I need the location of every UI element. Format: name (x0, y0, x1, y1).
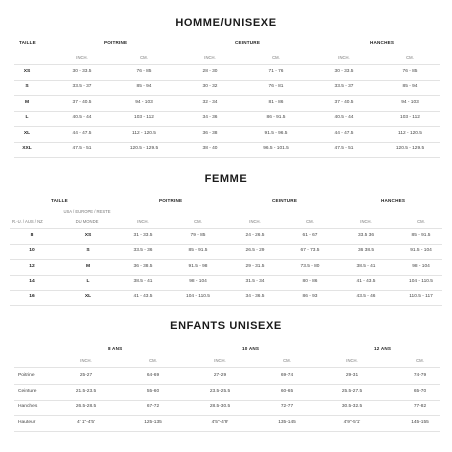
femme-cell: 85 - 91.5 (411, 233, 431, 238)
femme-cell: 36 - 38.5 (133, 263, 153, 269)
femme-cell: 43.5 - 46 (356, 294, 376, 300)
homme-cell: 33.5 - 37 (334, 84, 354, 90)
homme-row-divider (14, 80, 440, 81)
homme-size-label: XXL (22, 146, 32, 151)
enfants-cell: 65-70 (413, 388, 427, 394)
femme-cell: 38.5 - 41 (356, 263, 376, 269)
femme-unit-header: INCH. (137, 219, 149, 224)
homme-cell: 37 - 40.5 (334, 99, 354, 105)
homme-cell: 30 - 33.5 (72, 69, 92, 74)
homme-cell: 94 - 103 (401, 99, 419, 105)
femme-usa-size: L (86, 278, 90, 284)
homme-cell: 28 - 30 (202, 69, 218, 74)
enfants-cell: 60-65 (280, 388, 294, 394)
enfants-row-label: Hanches (18, 404, 38, 409)
femme-unit-header: INCH. (360, 219, 372, 224)
homme-size-label: XL (23, 130, 31, 136)
homme-group-hanches: HANCHES (370, 40, 395, 45)
enfants-cell: 4'9"-5'1' (343, 419, 361, 425)
femme-cell: 91.5 - 98 (188, 263, 208, 269)
enfants-cell: 74-79 (413, 373, 427, 378)
enfants-cell: 25.5-27.5 (341, 388, 363, 394)
enfants-cell: 145-155 (411, 419, 429, 425)
femme-unit-header: INCH. (249, 219, 261, 224)
enfants-title: ENFANTS UNISEXE (170, 320, 282, 332)
femme-usa-header-2: DU MONDE (75, 219, 99, 224)
femme-usa-size: XL (84, 294, 92, 300)
homme-cell: 47.5 - 51 (72, 146, 92, 151)
femme-cell: 26.5 - 29 (245, 248, 265, 254)
homme-group-poitrine: POITRINE (104, 40, 128, 45)
enfants-cell: 55-60 (146, 388, 160, 394)
femme-cell: 80 - 86 (302, 278, 318, 284)
femme-usa-size: XS (84, 233, 92, 238)
homme-cell: 94 - 103 (135, 99, 153, 105)
homme-cell: 112 - 120.5 (398, 130, 422, 136)
femme-group-poitrine: POITRINE (159, 198, 183, 203)
femme-cell: 85 - 91.5 (188, 248, 208, 254)
homme-cell: 120.5 - 129.5 (395, 146, 425, 151)
femme-unit-header: CM. (306, 219, 314, 224)
femme-header-divider (10, 228, 442, 229)
homme-cell: 85 - 94 (136, 84, 152, 90)
enfants-cell: 125-135 (144, 419, 162, 425)
enfants-cell: 29-31 (345, 373, 359, 378)
enfants-group-8: 8 ANS (108, 346, 123, 351)
homme-cell: 112 - 120.5 (132, 130, 156, 136)
femme-cell: 33.5 36 (357, 233, 374, 238)
homme-cell: 33.5 - 37 (72, 84, 92, 90)
femme-title: FEMME (204, 173, 248, 185)
homme-cell: 40.5 - 44 (72, 115, 92, 121)
homme-row-divider (14, 111, 440, 112)
homme-cell: 37 - 40.5 (72, 99, 92, 105)
homme-cell: 34 - 36 (202, 115, 218, 121)
enfants-cell: 21.5-23.5 (75, 388, 97, 394)
enfants-unit-header: CM. (149, 358, 157, 363)
femme-cell: 98 - 104 (189, 278, 207, 284)
homme-cell: 30 - 32 (202, 84, 218, 90)
enfants-group-12: 12 ANS (374, 346, 392, 351)
enfants-unit-header: CM. (283, 358, 291, 363)
femme-ru-size: 14 (29, 278, 35, 284)
femme-unit-header: CM. (194, 219, 202, 224)
enfants-cell: 25-27 (79, 373, 93, 378)
homme-cell: 36 - 38 (202, 130, 218, 136)
enfants-row-divider (14, 384, 440, 385)
homme-cell: 47.5 - 51 (334, 146, 354, 151)
enfants-cell: 26.5-28.5 (75, 404, 97, 409)
homme-size-label: XS (23, 69, 31, 74)
enfants-cell: 28.5-30.5 (209, 404, 231, 409)
homme-row-divider (14, 142, 440, 143)
homme-cell: 32 - 34 (202, 99, 218, 105)
enfants-cell: 135-145 (278, 419, 296, 425)
homme-cell: 44 - 47.5 (72, 130, 92, 136)
homme-cell: 30 - 33.5 (334, 69, 354, 74)
femme-cell: 86 - 93 (302, 294, 318, 300)
homme-cell: 76 - 85 (402, 69, 418, 74)
femme-row-divider (10, 305, 442, 306)
femme-cell: 91.5 - 104 (410, 248, 432, 254)
femme-cell: 36 38.5 (357, 248, 374, 254)
enfants-row-label: Ceinture (18, 388, 37, 394)
femme-cell: 67 - 73.5 (300, 248, 320, 254)
homme-cell: 91.5 - 96.5 (264, 130, 288, 136)
femme-cell: 104 - 110.5 (186, 294, 210, 300)
homme-row-divider (14, 157, 440, 158)
femme-cell: 61 - 67 (302, 233, 318, 238)
femme-cell: 29 - 31.5 (245, 263, 265, 269)
homme-cell: 103 - 112 (134, 115, 154, 121)
enfants-header-divider (14, 367, 440, 368)
homme-row-divider (14, 95, 440, 96)
femme-ru-header: R.-U. / AUS / NZ (12, 219, 43, 224)
homme-cell: 96.5 - 101.5 (263, 146, 289, 151)
femme-row-divider (10, 259, 442, 260)
femme-cell: 79 - 85 (190, 233, 206, 238)
femme-cell: 41 - 43.5 (356, 278, 376, 284)
homme-size-label: L (25, 115, 29, 121)
femme-ru-size: 10 (29, 248, 35, 254)
femme-cell: 104 - 110.5 (409, 278, 433, 284)
homme-cell: 76 - 81 (268, 84, 284, 90)
femme-unit-header: CM. (417, 219, 425, 224)
homme-size-label: M (24, 99, 30, 105)
femme-row-divider (10, 290, 442, 291)
enfants-cell: 30.5-32.5 (341, 404, 363, 409)
femme-ru-size: 16 (29, 294, 35, 300)
homme-unit-header: CM. (140, 55, 148, 60)
homme-cell: 85 - 94 (402, 84, 418, 90)
enfants-row-label: Poitrine (18, 373, 35, 378)
femme-row-divider (10, 244, 442, 245)
homme-cell: 71 - 76 (268, 69, 284, 74)
homme-cell: 103 - 112 (400, 115, 420, 121)
homme-unit-header: INCH. (338, 55, 350, 60)
homme-cell: 40.5 - 44 (334, 115, 354, 121)
femme-row-divider (10, 275, 442, 276)
homme-group-ceinture: CEINTURE (235, 40, 261, 45)
homme-unit-header: INCH. (76, 55, 88, 60)
femme-group-hanches: HANCHES (381, 198, 406, 203)
homme-cell: 76 - 85 (136, 69, 152, 74)
femme-cell: 98 - 104 (412, 263, 430, 269)
homme-unit-header: INCH. (204, 55, 216, 60)
enfants-cell: 23.5-25.5 (209, 388, 231, 394)
enfants-cell: 27-29 (213, 373, 227, 378)
enfants-group-10: 10 ANS (242, 346, 260, 351)
femme-size-header: TAILLE (51, 198, 68, 203)
femme-cell: 34 - 36.5 (245, 294, 265, 300)
femme-usa-header-1: USA / EUROPE / RESTE (63, 209, 111, 214)
femme-cell: 31.5 - 34 (245, 278, 265, 284)
femme-cell: 24 - 26.5 (245, 233, 265, 238)
enfants-row-divider (14, 415, 440, 416)
homme-size-header: TAILLE (19, 40, 36, 45)
femme-usa-size: M (85, 263, 91, 269)
femme-group-ceinture: CEINTURE (272, 198, 298, 203)
homme-cell: 38 - 40 (202, 146, 218, 151)
homme-cell: 81 - 86 (268, 99, 284, 105)
enfants-unit-header: INCH. (214, 358, 226, 363)
enfants-cell: 69-74 (280, 373, 294, 378)
homme-cell: 86 - 91.5 (266, 115, 286, 121)
enfants-unit-header: CM. (416, 358, 424, 363)
femme-cell: 33.5 - 36 (133, 248, 153, 254)
homme-row-divider (14, 126, 440, 127)
femme-cell: 41 - 43.5 (133, 294, 153, 300)
enfants-row-divider (14, 431, 440, 432)
femme-ru-size: 12 (29, 263, 35, 269)
homme-header-divider (14, 64, 440, 65)
enfants-row-divider (14, 400, 440, 401)
homme-cell: 120.5 - 129.5 (129, 146, 159, 151)
homme-cell: 44 - 47.5 (334, 130, 354, 136)
femme-cell: 31 - 33.5 (133, 233, 153, 238)
enfants-cell: 4' 1"-4'5' (76, 419, 96, 425)
enfants-row-label: Hauteur (18, 419, 36, 425)
femme-usa-size: S (86, 248, 90, 254)
homme-size-label: S (25, 84, 29, 90)
enfants-cell: 67-72 (146, 404, 160, 409)
enfants-cell: 72-77 (280, 404, 294, 409)
enfants-cell: 77-82 (413, 404, 427, 409)
enfants-cell: 64-69 (146, 373, 160, 378)
femme-cell: 38.5 - 41 (133, 278, 153, 284)
femme-ru-size: 8 (30, 233, 34, 238)
enfants-unit-header: INCH. (346, 358, 358, 363)
homme-title: HOMME/UNISEXE (175, 17, 277, 29)
enfants-unit-header: INCH. (80, 358, 92, 363)
homme-unit-header: CM. (406, 55, 414, 60)
femme-cell: 110.5 - 117 (409, 294, 433, 300)
enfants-cell: 4'5"-4'9' (211, 419, 229, 425)
femme-cell: 73.5 - 80 (300, 263, 320, 269)
homme-unit-header: CM. (272, 55, 280, 60)
